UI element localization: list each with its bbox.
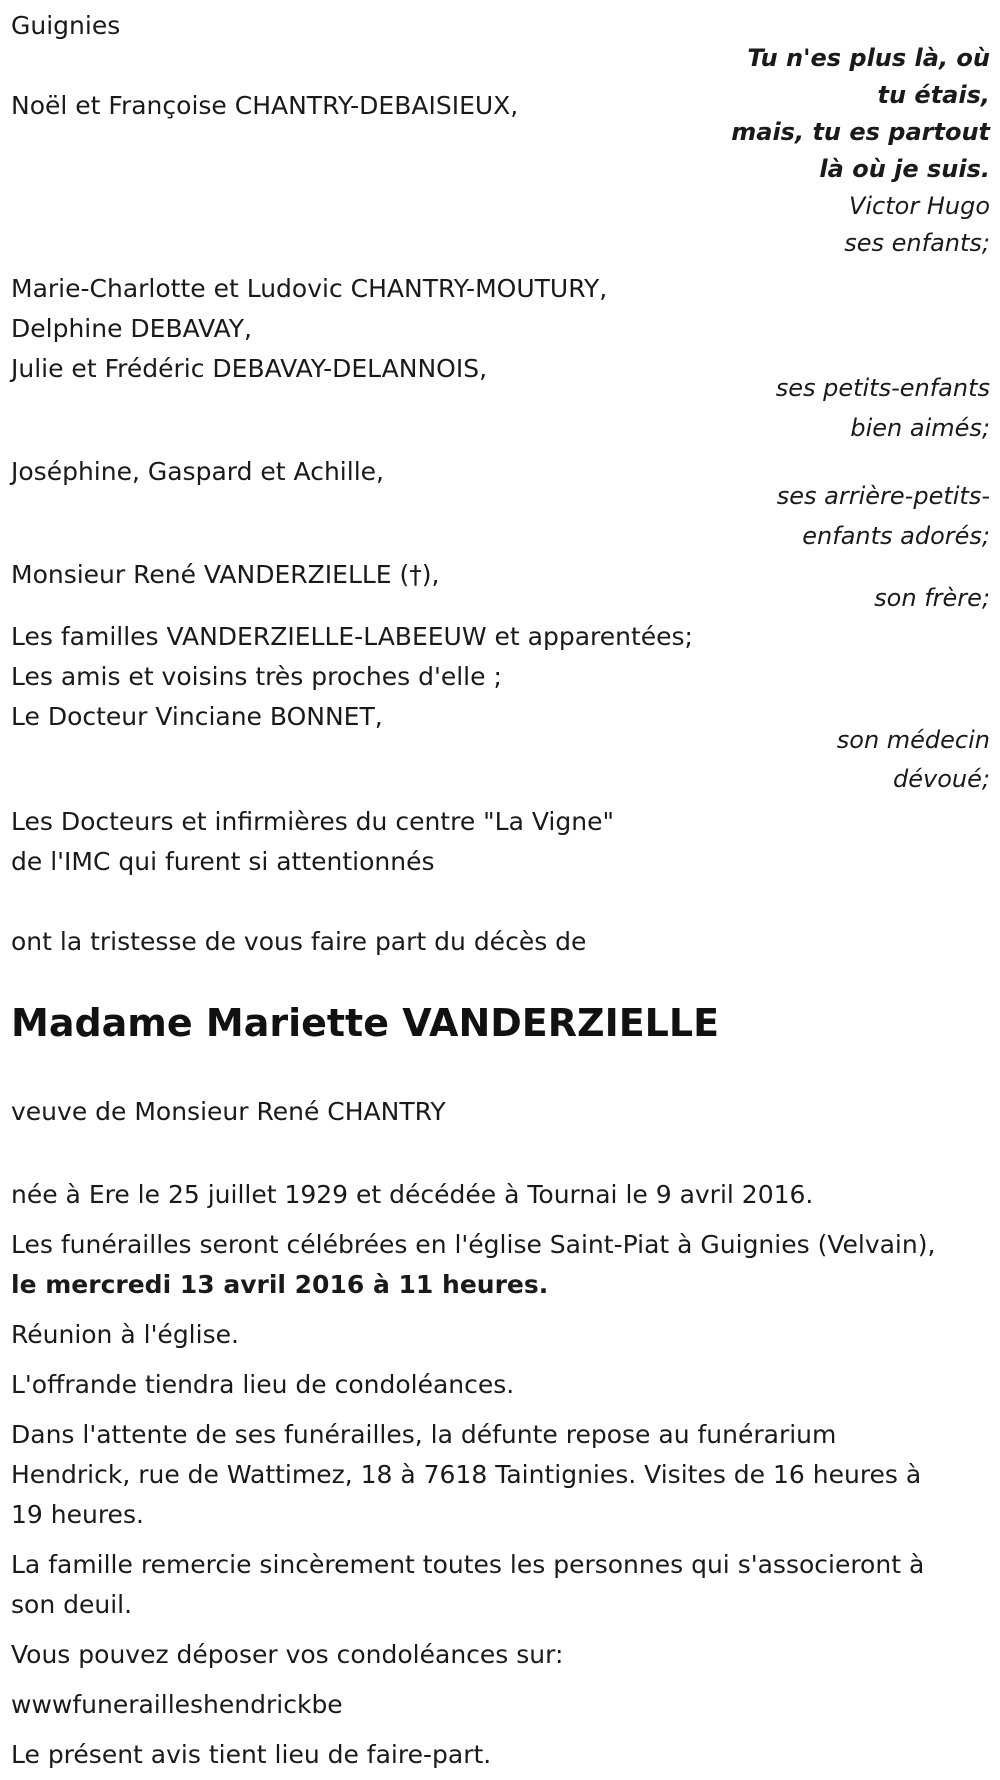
parents-line: Noël et Françoise CHANTRY-DEBAISIEUX, [11,91,519,120]
center-line-2: de l'IMC qui furent si attentionnés [11,847,435,876]
great-grandchildren-relation-2: enfants adorés; [802,522,990,550]
doctor-relation-2: dévoué; [893,765,990,793]
quote-line-3: mais, tu es partout [731,118,990,146]
thanks-line-1: La famille remercie sincèrement toutes les personnes qui s'associeront à [11,1550,925,1579]
grandchildren-line-2: Delphine DEBAVAY, [11,314,252,343]
rest-line-2: Hendrick, rue de Wattimez, 18 à 7618 Taintignies. Visites de 16 heures à [11,1460,922,1489]
notice-line: Le présent avis tient lieu de faire-part. [11,1740,492,1769]
children-relation: ses enfants; [844,229,990,257]
location: Guignies [11,11,121,40]
offering-line: L'offrande tiendra lieu de condoléances. [11,1370,515,1399]
quote-line-4: là où je suis. [819,155,990,183]
announcement-line: ont la tristesse de vous faire part du décès de [11,927,587,956]
quote-line-2: tu étais, [877,81,990,109]
rest-line-1: Dans l'attente de ses funérailles, la défunte repose au funérarium [11,1420,837,1449]
grandchildren-relation-1: ses petits-enfants [775,374,990,402]
rest-line-3: 19 heures. [11,1500,144,1529]
great-grandchildren-line: Joséphine, Gaspard et Achille, [11,457,384,486]
center-line-1: Les Docteurs et infirmières du centre "La Vigne" [11,807,614,836]
great-grandchildren-relation-1: ses arrière-petits- [776,482,990,510]
doctor-line: Le Docteur Vinciane BONNET, [11,702,383,731]
birth-death-line: née à Ere le 25 juillet 1929 et décédée à Tournai le 9 avril 2016. [11,1180,814,1209]
website-link[interactable]: wwwfunerailleshendrickbe [11,1690,343,1719]
doctor-relation-1: son médecin [836,726,990,754]
quote-line-1: Tu n'es plus là, où [747,44,990,72]
thanks-line-2: son deuil. [11,1590,133,1619]
grandchildren-line-1: Marie-Charlotte et Ludovic CHANTRY-MOUTURY, [11,274,608,303]
families-line: Les familles VANDERZIELLE-LABEEUW et apparentées; [11,622,693,651]
funeral-date: le mercredi 13 avril 2016 à 11 heures. [11,1270,549,1299]
condolences-line: Vous pouvez déposer vos condoléances sur: [11,1640,564,1669]
brother-relation: son frère; [874,584,990,612]
brother-line: Monsieur René VANDERZIELLE (†), [11,560,440,589]
grandchildren-line-3: Julie et Frédéric DEBAVAY-DELANNOIS, [11,354,488,383]
friends-line: Les amis et voisins très proches d'elle ; [11,662,502,691]
funeral-line: Les funérailles seront célébrées en l'église Saint-Piat à Guignies (Velvain), [11,1230,936,1259]
deceased-name: Madame Mariette VANDERZIELLE [11,1001,720,1045]
widow-line: veuve de Monsieur René CHANTRY [11,1097,446,1126]
meeting-line: Réunion à l'église. [11,1320,239,1349]
grandchildren-relation-2: bien aimés; [850,414,990,442]
quote-author: Victor Hugo [848,192,990,220]
